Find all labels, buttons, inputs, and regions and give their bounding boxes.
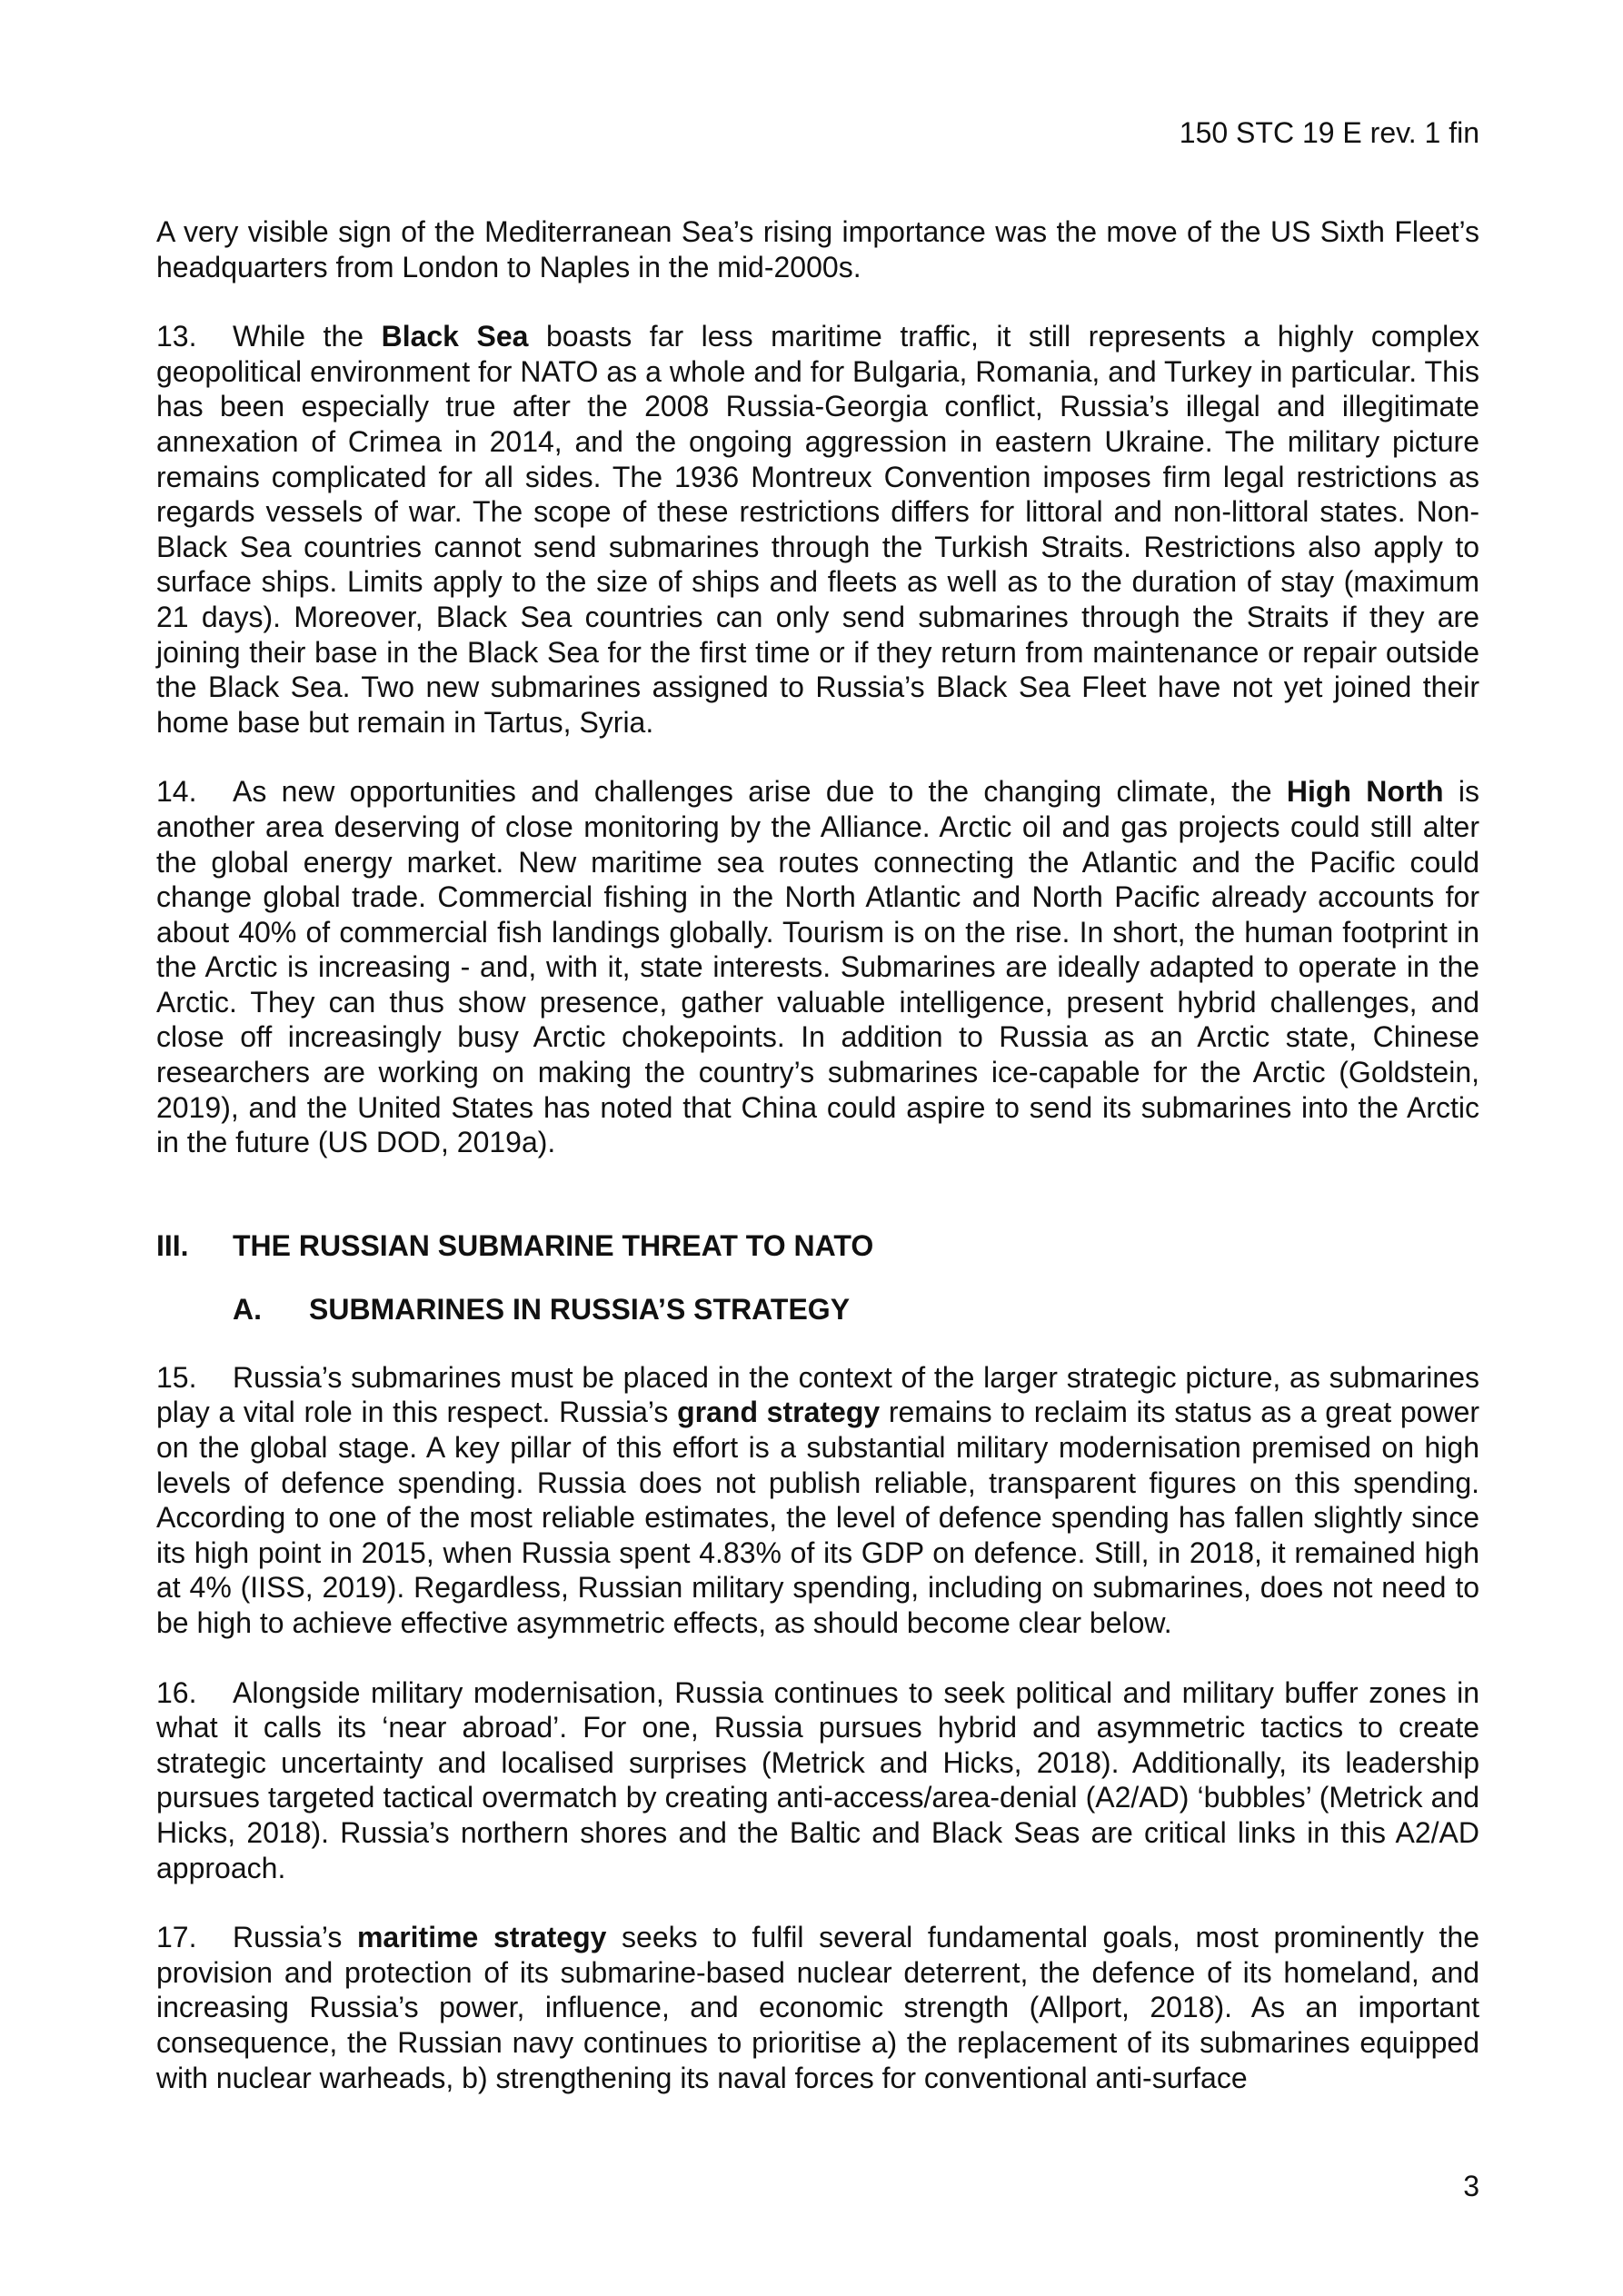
paragraph-number: 15.: [156, 1360, 197, 1394]
paragraph-text: remains to reclaim its status as a great power on the global stage. A key pillar of this effort is a substantial military modernisation premised on high levels of defence spending. Russia does not publish reliable, transparent figures on this spending. According to one of the most reliable estimates, the level of defence spending has fallen slightly since its high point in 2015, when Russia spent 4.83% of its GDP on defence. Still, in 2018, it remained high at 4% (IISS, 2019). Regardless, Russian military spending, including on submarines, does not need to be high to achieve effective asymmetric effects, as should become clear below.: [156, 1396, 1480, 1639]
paragraph-number: 13.: [156, 320, 197, 353]
document-body: [156, 214, 1479, 2095]
paragraph-text: While the: [233, 320, 382, 353]
paragraph-text: As new opportunities and challenges arise due to the changing climate, the: [233, 775, 1287, 809]
paragraph-text: Alongside military modernisation, Russia continues to seek political and military buffer zones in what it calls its ‘near abroad’. For one, Russia pursues hybrid and asymmetric tactics to create strategic uncertainty and localised surprises (Metrick and Hicks, 2018). Additionally, its leadership pursues targeted tactical overmatch by creating anti-access/area-denial (A2/AD) ‘bubbles’ (Metrick and Hicks, 2018). Russia’s northern shores and the Baltic and Black Seas are critical links in this A2/AD approach.: [156, 1675, 1479, 1884]
section-title: THE RUSSIAN SUBMARINE THREAT TO NATO: [233, 1228, 874, 1262]
paragraph-text: is another area deserving of close monitoring by the Alliance. Arctic oil and gas projects could still alter the global energy market. New maritime sea routes connecting the Atlantic and the Pacific could change global trade. Commercial fishing in the North Atlantic and North Pacific already accounts for about 40% of commercial fish landings globally. Tourism is on the rise. In short, the human footprint in the Arctic is increasing - and, with it, state interests. Submarines are ideally adapted to operate in the Arctic. They can thus show presence, gather valuable intelligence, present hybrid challenges, and close off increasingly busy Arctic chokepoints. In addition to Russia as an Arctic state, Chinese researchers are working on making the country’s submarines ice-capable for the Arctic (Goldstein, 2019), and the United States has noted that China could aspire to send its submarines into the Arctic in the future (US DOD, 2019a).: [156, 775, 1480, 1159]
section-number: III.: [156, 1228, 189, 1262]
subsection-number: A.: [233, 1292, 262, 1326]
bold-term: grand strategy: [677, 1396, 881, 1429]
subsection-title: SUBMARINES IN RUSSIA’S STRATEGY: [309, 1292, 851, 1326]
paragraph-13: [156, 319, 1479, 740]
paragraph-text: boasts far less maritime traffic, it still represents a highly complex geopolitical environment for NATO as a whole and for Bulgaria, Romania, and Turkey in particular. This has been especially true after the 2008 Russia-Georgia conflict, Russia’s illegal and illegitimate annexation of Crimea in 2014, and the ongoing aggression in eastern Ukraine. The military picture remains complicated for all sides. The 1936 Montreux Convention imposes firm legal restrictions as regards vessels of war. The scope of these restrictions differs for littoral and non-littoral states. Non-Black Sea countries cannot send submarines through the Turkish Straits. Restrictions also apply to surface ships. Limits apply to the size of ships and fleets as well as to the duration of stay (maximum 21 days). Moreover, Black Sea countries can only send submarines through the Straits if they are joining their base in the Black Sea for the first time or if they return from maintenance or repair outside the Black Sea. Two new submarines assigned to Russia’s Black Sea Fleet have not yet joined their home base but remain in Tartus, Syria.: [156, 320, 1480, 739]
paragraph-number: 16.: [156, 1675, 197, 1709]
subsection-heading: [233, 1291, 1479, 1327]
page-number: 3: [1463, 2170, 1479, 2202]
bold-term: High North: [1286, 775, 1444, 809]
paragraph-number: 14.: [156, 775, 197, 809]
paragraph-15: [156, 1360, 1479, 1641]
section-heading: [156, 1228, 1479, 1264]
paragraph-17: [156, 1920, 1479, 2095]
paragraph-text: Russia’s: [233, 1921, 357, 1954]
paragraph-number: 17.: [156, 1921, 197, 1954]
bold-term: maritime strategy: [356, 1921, 607, 1954]
document-reference: 150 STC 19 E rev. 1 fin: [1179, 116, 1479, 149]
intro-paragraph: A very visible sign of the Mediterranean Sea’s rising importance was the move of the US Sixth Fleet’s headquarters from London to Naples in the mid-2000s.: [156, 215, 1479, 283]
paragraph-16: [156, 1675, 1479, 1886]
paragraph-text: Russia’s submarines must be placed in the context of the larger strategic picture, as submarines play a vital role in this respect. Russia’s: [156, 1360, 1479, 1429]
paragraph-14: [156, 774, 1479, 1160]
paragraph-text: seeks to fulfil several fundamental goals, most prominently the provision and protection of its submarine-based nuclear deterrent, the defence of its homeland, and increasing Russia’s power, influence, and economic strength (Allport, 2018). As an important consequence, the Russian navy continues to prioritise a) the replacement of its submarines equipped with nuclear warheads, b) strengthening its naval forces for conventional anti-surface: [156, 1921, 1480, 2094]
bold-term: Black Sea: [381, 320, 529, 353]
